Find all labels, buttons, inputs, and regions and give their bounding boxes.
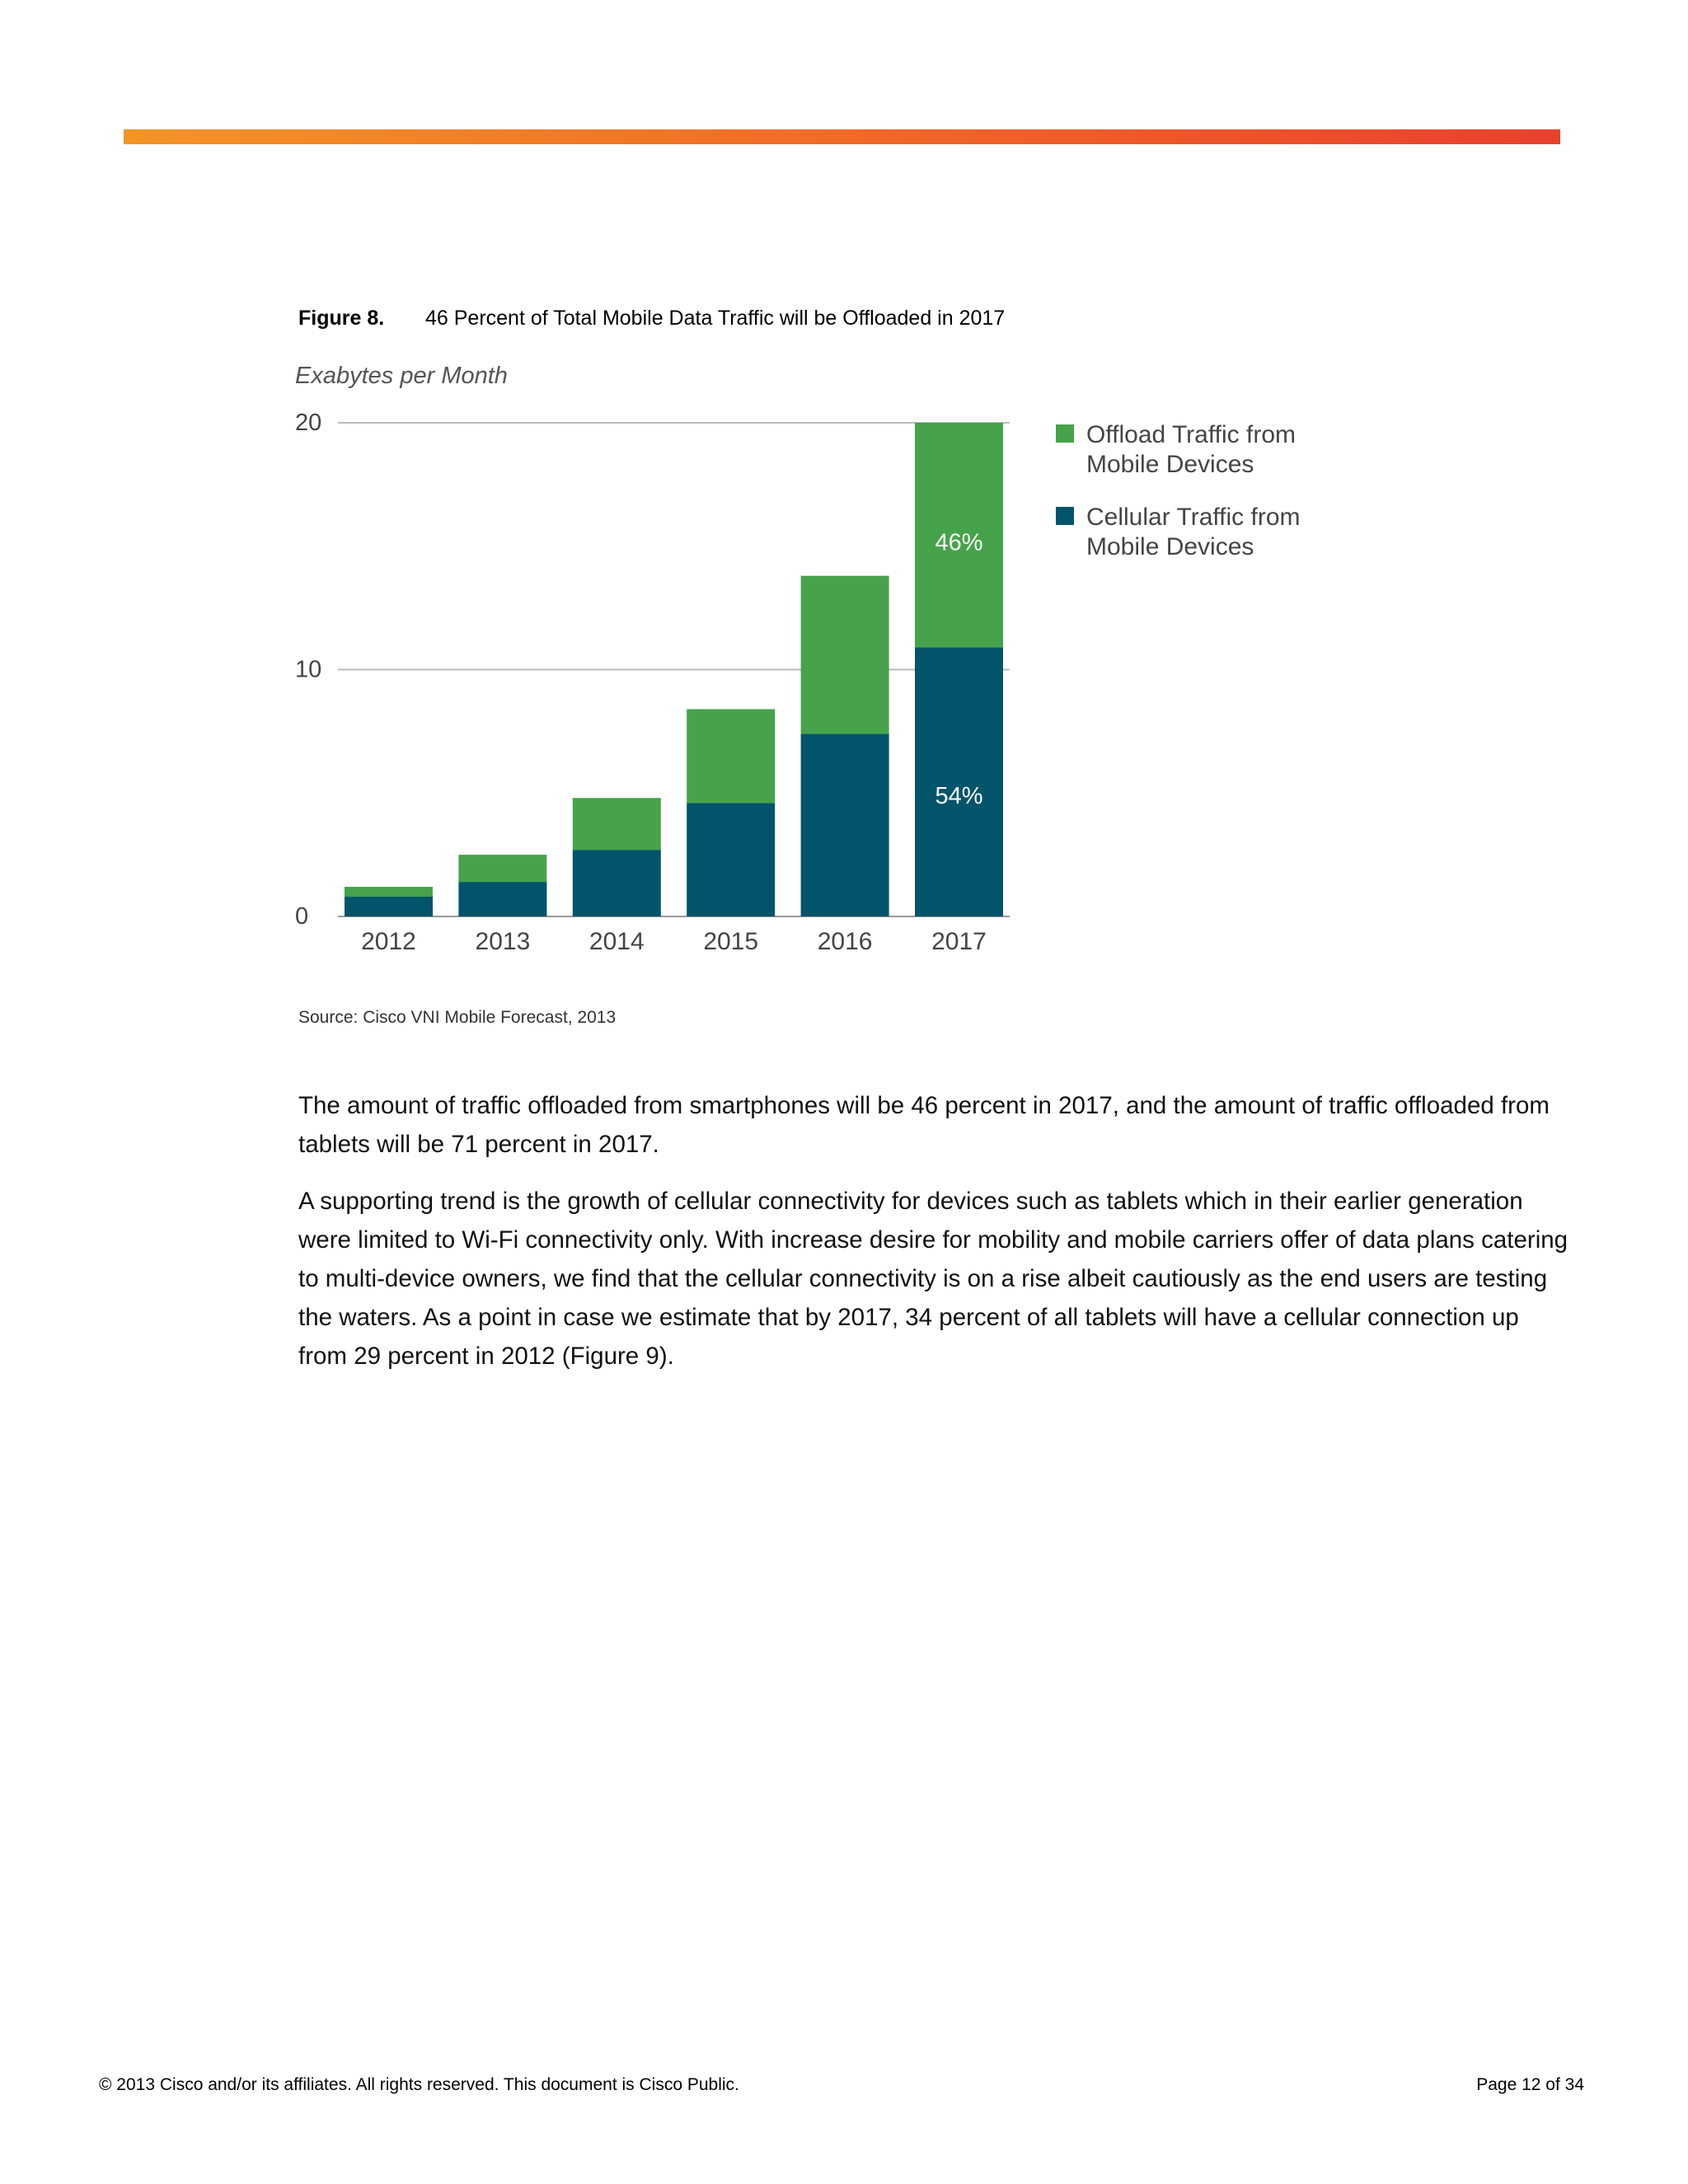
footer-page-number: Page 12 of 34 — [1476, 2075, 1584, 2094]
stacked-bar-chart — [288, 354, 1360, 981]
bar-segment — [915, 648, 1003, 916]
paragraph-1: The amount of traffic offloaded from smartphones will be 46 percent in 2017, and the amount of traffic offloaded from tablets will be 71 percent in 2017. — [298, 1092, 1550, 1158]
footer-copyright: © 2013 Cisco and/or its affiliates. All rights reserved. This document is Cisco Public. — [99, 2075, 739, 2094]
annotation-offload-percent: 46% — [935, 529, 983, 556]
figure-number: Figure 8. — [298, 307, 385, 330]
x-tick-label: 2016 — [817, 928, 873, 955]
bar-segment — [687, 709, 775, 803]
legend-swatch — [1056, 507, 1074, 525]
gridlines — [338, 423, 1010, 916]
bar-segment — [573, 850, 661, 916]
legend — [1056, 421, 1301, 560]
figure-title: 46 Percent of Total Mobile Data Traffic will be Offloaded in 2017 — [425, 307, 1006, 330]
x-tick-label: 2013 — [475, 928, 531, 955]
bar-segment — [458, 882, 546, 916]
chart-source: Source: Cisco VNI Mobile Forecast, 2013 — [298, 1008, 617, 1027]
bar-segment — [687, 803, 775, 916]
bar-segment — [801, 733, 889, 916]
annotation-cellular-percent: 54% — [935, 783, 983, 810]
legend-swatch — [1056, 424, 1074, 443]
legend-label: Offload Traffic from — [1086, 421, 1296, 448]
bar-segment — [801, 576, 889, 734]
bar-segment — [345, 887, 433, 897]
y-tick-label: 10 — [295, 656, 322, 683]
y-tick-label: 20 — [295, 410, 322, 436]
legend-label: Cellular Traffic from — [1086, 504, 1301, 531]
y-tick-label: 0 — [295, 903, 309, 930]
bar-segment — [458, 855, 546, 882]
figure-caption — [298, 307, 1005, 330]
body-text — [298, 1086, 1572, 1394]
x-tick-label: 2017 — [931, 928, 987, 955]
x-tick-label: 2012 — [361, 928, 416, 955]
header-accent-bar — [124, 129, 1560, 144]
legend-label: Mobile Devices — [1086, 451, 1254, 478]
legend-label: Mobile Devices — [1086, 533, 1254, 560]
paragraph-2: A supporting trend is the growth of cellular connectivity for devices such as tablets which in their earlier generation were limited to Wi-Fi connectivity only. With increase desire for mobility and mobile carriers offer of data plans catering to multi-device owners, we find that the cellular connectivity is on a rise albeit cautiously as the end users are testing the waters. As a point in case we estimate that by 2017, 34 percent of all tablets will have a cellular connection up from 29 percent in 2012 (Figure 9). — [298, 1188, 1568, 1370]
y-axis-title: Exabytes per Month — [295, 363, 508, 389]
x-tick-label: 2015 — [703, 928, 759, 955]
bar-segment — [345, 897, 433, 916]
x-tick-label: 2014 — [588, 928, 645, 955]
bar-segment — [573, 798, 661, 850]
